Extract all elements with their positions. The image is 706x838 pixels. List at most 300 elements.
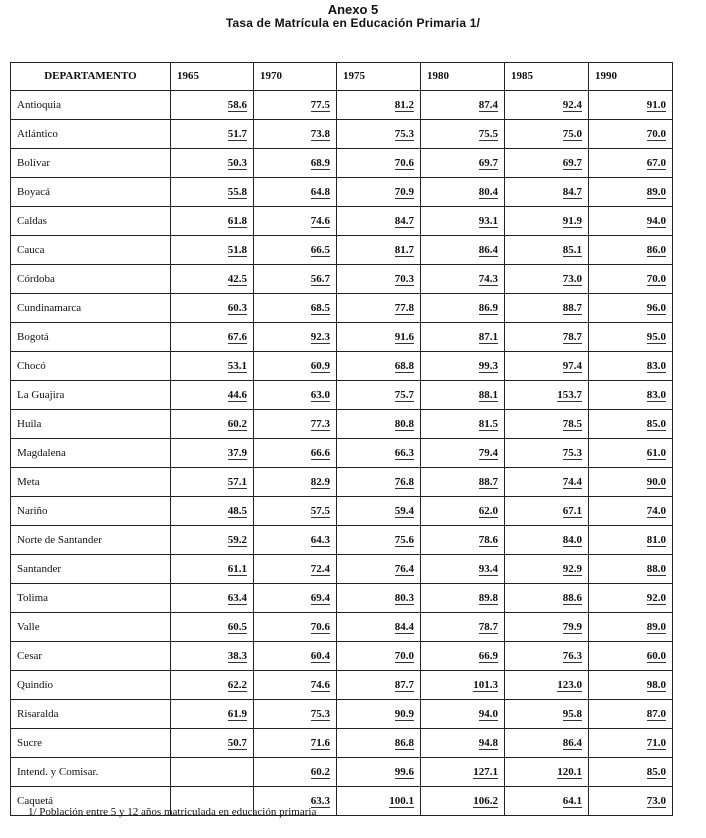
rate-value: 83.0: [646, 360, 666, 372]
table-row: [11, 700, 673, 729]
rate-value: 89.0: [646, 621, 666, 633]
rate-cell: [589, 207, 673, 236]
rate-cell: [505, 671, 589, 700]
rate-value: 90.0: [646, 476, 666, 488]
column-header-year: 1985: [505, 63, 589, 91]
department-cell: Chocó: [11, 352, 171, 381]
rate-value: 70.6: [310, 621, 330, 633]
rate-value: 74.6: [310, 215, 330, 227]
rate-cell: [254, 352, 337, 381]
rate-cell: [589, 381, 673, 410]
rate-cell: [254, 294, 337, 323]
rate-cell: [589, 468, 673, 497]
rate-cell: [171, 294, 254, 323]
rate-cell: [589, 787, 673, 816]
department-cell: Nariño: [11, 497, 171, 526]
department-cell: Santander: [11, 555, 171, 584]
rate-value: 73.8: [310, 128, 330, 140]
annex-label: Anexo 5: [327, 2, 379, 17]
rate-cell: [337, 323, 421, 352]
rate-cell: [505, 236, 589, 265]
rate-value: 77.3: [310, 418, 330, 430]
rate-value: 69.7: [562, 157, 582, 169]
rate-value: 51.7: [227, 128, 247, 140]
rate-cell: [337, 120, 421, 149]
rate-cell: [589, 149, 673, 178]
rate-value: 78.7: [478, 621, 498, 633]
department-cell: Meta: [11, 468, 171, 497]
rate-value: 70.3: [394, 273, 414, 285]
rate-cell: [254, 120, 337, 149]
rate-cell: [254, 439, 337, 468]
rate-value: 63.0: [310, 389, 330, 401]
rate-value: 70.6: [394, 157, 414, 169]
rate-value: 57.5: [310, 505, 330, 517]
department-cell: Cauca: [11, 236, 171, 265]
rate-cell: [505, 468, 589, 497]
rate-cell: [589, 497, 673, 526]
table-row: [11, 149, 673, 178]
department-cell: Bolívar: [11, 149, 171, 178]
rate-value: 66.9: [478, 650, 498, 662]
rate-cell: [254, 729, 337, 758]
rate-cell: [254, 613, 337, 642]
rate-cell: [421, 497, 505, 526]
rate-value: 86.4: [478, 244, 498, 256]
rate-value: 69.7: [478, 157, 498, 169]
rate-cell: [589, 236, 673, 265]
rate-cell: [421, 700, 505, 729]
rate-value: 73.0: [646, 795, 666, 807]
rate-cell: [589, 700, 673, 729]
department-cell: La Guajira: [11, 381, 171, 410]
rate-value: 84.7: [394, 215, 414, 227]
rate-cell: [421, 381, 505, 410]
rate-cell: [337, 758, 421, 787]
rate-cell: [337, 236, 421, 265]
rate-cell: [505, 323, 589, 352]
rate-cell: [505, 758, 589, 787]
rate-value: 84.7: [562, 186, 582, 198]
table-row: [11, 352, 673, 381]
rate-cell: [254, 555, 337, 584]
rate-cell: [337, 497, 421, 526]
table-row: [11, 758, 673, 787]
rate-value: 99.3: [478, 360, 498, 372]
rate-cell: [589, 526, 673, 555]
rate-cell: [421, 323, 505, 352]
rate-cell: [171, 207, 254, 236]
rate-cell: [337, 439, 421, 468]
rate-cell: [254, 758, 337, 787]
rate-cell: [171, 265, 254, 294]
rate-value: 38.3: [227, 650, 247, 662]
rate-cell: [254, 642, 337, 671]
rate-value: 123.0: [557, 679, 582, 691]
rate-cell: [589, 613, 673, 642]
rate-value: 74.0: [646, 505, 666, 517]
rate-cell: [337, 207, 421, 236]
table-row: [11, 584, 673, 613]
rate-cell: [337, 526, 421, 555]
table-body: [11, 91, 673, 816]
rate-value: 86.9: [478, 302, 498, 314]
rate-cell: [171, 526, 254, 555]
rate-cell: [421, 671, 505, 700]
rate-cell: [171, 468, 254, 497]
rate-value: 56.7: [310, 273, 330, 285]
rate-value: 92.9: [562, 563, 582, 575]
rate-value: 62.2: [227, 679, 247, 691]
rate-value: 64.8: [310, 186, 330, 198]
column-header-year: 1965: [171, 63, 254, 91]
rate-cell: [589, 265, 673, 294]
rate-cell: [254, 468, 337, 497]
rate-value: 106.2: [473, 795, 498, 807]
department-cell: Sucre: [11, 729, 171, 758]
rate-value: 80.3: [394, 592, 414, 604]
rate-value: 81.7: [394, 244, 414, 256]
rate-cell: [505, 555, 589, 584]
rate-cell: [589, 555, 673, 584]
rate-cell: [171, 671, 254, 700]
rate-cell: [171, 497, 254, 526]
rate-value: 73.0: [562, 273, 582, 285]
rate-cell: [421, 265, 505, 294]
rate-value: 74.3: [478, 273, 498, 285]
rate-value: 77.8: [394, 302, 414, 314]
column-header-year: 1980: [421, 63, 505, 91]
rate-value: 67.0: [646, 157, 666, 169]
rate-cell: [505, 729, 589, 758]
rate-value: 66.3: [394, 447, 414, 459]
rate-cell: [337, 265, 421, 294]
rate-cell: [171, 120, 254, 149]
rate-value: 70.0: [646, 273, 666, 285]
department-cell: Magdalena: [11, 439, 171, 468]
rate-cell: [505, 584, 589, 613]
rate-value: 72.4: [310, 563, 330, 575]
rate-cell: [421, 584, 505, 613]
rate-cell: [171, 323, 254, 352]
rate-value: 59.2: [227, 534, 247, 546]
table-row: [11, 468, 673, 497]
rate-cell: [254, 584, 337, 613]
rate-value: 63.4: [227, 592, 247, 604]
rate-cell: [171, 178, 254, 207]
rate-cell: [337, 613, 421, 642]
rate-cell: [421, 613, 505, 642]
department-cell: Huila: [11, 410, 171, 439]
rate-value: 88.7: [478, 476, 498, 488]
rate-value: 87.7: [394, 679, 414, 691]
rate-cell: [421, 207, 505, 236]
rate-value: 88.1: [478, 389, 498, 401]
rate-cell: [171, 410, 254, 439]
rate-value: 81.2: [394, 99, 414, 111]
department-cell: Bogotá: [11, 323, 171, 352]
rate-cell: [421, 642, 505, 671]
rate-value: 95.8: [562, 708, 582, 720]
rate-value: 76.8: [394, 476, 414, 488]
rate-cell: [171, 352, 254, 381]
rate-cell: [254, 700, 337, 729]
rate-cell: [505, 613, 589, 642]
table-row: [11, 555, 673, 584]
rate-value: 59.4: [394, 505, 414, 517]
rate-value: 76.3: [562, 650, 582, 662]
rate-value: 62.0: [478, 505, 498, 517]
rate-value: 80.8: [394, 418, 414, 430]
rate-cell: [254, 671, 337, 700]
rate-value: 60.4: [310, 650, 330, 662]
rate-cell: [589, 758, 673, 787]
rate-value: 88.7: [562, 302, 582, 314]
rate-value: 79.4: [478, 447, 498, 459]
rate-value: 60.0: [646, 650, 666, 662]
rate-cell: [171, 700, 254, 729]
rate-cell: [337, 787, 421, 816]
rate-value: 70.0: [394, 650, 414, 662]
rate-cell: [505, 149, 589, 178]
rate-value: 63.3: [310, 795, 330, 807]
rate-value: 71.0: [646, 737, 666, 749]
rate-value: 51.8: [227, 244, 247, 256]
department-cell: Quindío: [11, 671, 171, 700]
rate-value: 78.5: [562, 418, 582, 430]
rate-cell: [421, 526, 505, 555]
rate-value: 96.0: [646, 302, 666, 314]
rate-cell: [337, 671, 421, 700]
department-cell: Tolima: [11, 584, 171, 613]
rate-cell: [589, 671, 673, 700]
table-row: [11, 381, 673, 410]
rate-cell: [254, 236, 337, 265]
rate-value: 86.0: [646, 244, 666, 256]
rate-value: 75.6: [394, 534, 414, 546]
rate-cell: [505, 178, 589, 207]
rate-cell: [254, 497, 337, 526]
table-row: [11, 207, 673, 236]
rate-cell: [254, 178, 337, 207]
rate-value: 91.6: [394, 331, 414, 343]
rate-value: 86.8: [394, 737, 414, 749]
document-title: Tasa de Matrícula en Educación Primaria 1/: [225, 16, 481, 30]
rate-value: 91.9: [562, 215, 582, 227]
rate-value: 75.0: [562, 128, 582, 140]
rate-cell: [505, 410, 589, 439]
rate-cell: [171, 555, 254, 584]
table-row: [11, 497, 673, 526]
rate-cell: [171, 758, 254, 787]
rate-value: 92.0: [646, 592, 666, 604]
rate-value: 88.6: [562, 592, 582, 604]
table-row: [11, 729, 673, 758]
rate-cell: [337, 468, 421, 497]
rate-value: 78.7: [562, 331, 582, 343]
department-cell: Antioquia: [11, 91, 171, 120]
department-cell: Atlántico: [11, 120, 171, 149]
column-header-year: 1970: [254, 63, 337, 91]
rate-value: 67.1: [562, 505, 582, 517]
rate-value: 127.1: [473, 766, 498, 778]
rate-value: 75.3: [394, 128, 414, 140]
table-row: [11, 613, 673, 642]
rate-value: 60.9: [310, 360, 330, 372]
rate-cell: [505, 207, 589, 236]
rate-cell: [421, 236, 505, 265]
rate-value: 84.4: [394, 621, 414, 633]
rate-value: 95.0: [646, 331, 666, 343]
rate-cell: [589, 352, 673, 381]
department-cell: Risaralda: [11, 700, 171, 729]
rate-cell: [589, 120, 673, 149]
table-row: [11, 642, 673, 671]
rate-value: 60.2: [227, 418, 247, 430]
table-row: [11, 410, 673, 439]
rate-cell: [337, 584, 421, 613]
rate-cell: [254, 207, 337, 236]
rate-value: 74.6: [310, 679, 330, 691]
rate-value: 99.6: [394, 766, 414, 778]
rate-value: 85.0: [646, 766, 666, 778]
department-cell: Caldas: [11, 207, 171, 236]
rate-cell: [171, 91, 254, 120]
rate-value: 60.3: [227, 302, 247, 314]
rate-value: 61.1: [227, 563, 247, 575]
rate-cell: [421, 91, 505, 120]
rate-value: 60.5: [227, 621, 247, 633]
rate-value: 75.7: [394, 389, 414, 401]
rate-value: 87.1: [478, 331, 498, 343]
rate-value: 66.5: [310, 244, 330, 256]
rate-cell: [589, 294, 673, 323]
rate-cell: [421, 352, 505, 381]
rate-cell: [589, 91, 673, 120]
rate-cell: [589, 178, 673, 207]
rate-cell: [337, 729, 421, 758]
rate-value: 44.6: [227, 389, 247, 401]
rate-value: 61.8: [227, 215, 247, 227]
rate-cell: [337, 352, 421, 381]
table-row: [11, 323, 673, 352]
rate-cell: [171, 613, 254, 642]
rate-value: 69.4: [310, 592, 330, 604]
rate-value: 84.0: [562, 534, 582, 546]
rate-value: 85.0: [646, 418, 666, 430]
rate-cell: [337, 642, 421, 671]
rate-value: 83.0: [646, 389, 666, 401]
rate-value: 50.3: [227, 157, 247, 169]
rate-value: 78.6: [478, 534, 498, 546]
rate-value: 91.0: [646, 99, 666, 111]
rate-value: 42.5: [227, 273, 247, 285]
rate-value: 153.7: [557, 389, 582, 401]
rate-value: 76.4: [394, 563, 414, 575]
rate-value: 74.4: [562, 476, 582, 488]
rate-cell: [421, 758, 505, 787]
rate-cell: [505, 91, 589, 120]
rate-value: 79.9: [562, 621, 582, 633]
rate-value: 68.5: [310, 302, 330, 314]
rate-value: 68.9: [310, 157, 330, 169]
rate-value: 93.1: [478, 215, 498, 227]
department-cell: Caquetá: [11, 787, 171, 816]
rate-value: 70.9: [394, 186, 414, 198]
rate-cell: [589, 439, 673, 468]
rate-cell: [171, 149, 254, 178]
rate-cell: [171, 236, 254, 265]
rate-cell: [421, 729, 505, 758]
rate-cell: [254, 526, 337, 555]
rate-cell: [254, 410, 337, 439]
rate-cell: [337, 178, 421, 207]
rate-value: 80.4: [478, 186, 498, 198]
rate-value: 92.3: [310, 331, 330, 343]
table-row: [11, 178, 673, 207]
rate-cell: [505, 265, 589, 294]
department-cell: Cundinamarca: [11, 294, 171, 323]
enrollment-table: [10, 62, 673, 816]
rate-value: 120.1: [557, 766, 582, 778]
rate-cell: [337, 91, 421, 120]
rate-value: 57.1: [227, 476, 247, 488]
rate-cell: [589, 410, 673, 439]
rate-value: 94.8: [478, 737, 498, 749]
rate-value: 67.6: [227, 331, 247, 343]
rate-value: 64.1: [562, 795, 582, 807]
rate-cell: [171, 381, 254, 410]
rate-value: 85.1: [562, 244, 582, 256]
rate-cell: [589, 584, 673, 613]
rate-value: 61.0: [646, 447, 666, 459]
rate-value: 89.0: [646, 186, 666, 198]
rate-value: 101.3: [473, 679, 498, 691]
rate-cell: [337, 381, 421, 410]
rate-value: 61.9: [227, 708, 247, 720]
department-cell: Cesar: [11, 642, 171, 671]
rate-value: 71.6: [310, 737, 330, 749]
rate-cell: [505, 497, 589, 526]
column-header-departamento: DEPARTAMENTO: [11, 63, 171, 91]
column-header-year: 1975: [337, 63, 421, 91]
rate-value: 55.8: [227, 186, 247, 198]
rate-value: 100.1: [389, 795, 414, 807]
rate-cell: [421, 555, 505, 584]
rate-cell: [421, 120, 505, 149]
table-row: [11, 91, 673, 120]
rate-value: 50.7: [227, 737, 247, 749]
rate-value: 77.5: [310, 99, 330, 111]
rate-value: 93.4: [478, 563, 498, 575]
department-cell: Boyacá: [11, 178, 171, 207]
rate-cell: [254, 265, 337, 294]
rate-cell: [589, 729, 673, 758]
rate-cell: [505, 700, 589, 729]
rate-cell: [421, 787, 505, 816]
rate-cell: [337, 149, 421, 178]
rate-cell: [337, 700, 421, 729]
column-header-year: 1990: [589, 63, 673, 91]
rate-value: 37.9: [227, 447, 247, 459]
rate-cell: [171, 729, 254, 758]
rate-cell: [505, 439, 589, 468]
rate-value: 68.8: [394, 360, 414, 372]
rate-cell: [337, 294, 421, 323]
table-row: [11, 236, 673, 265]
table-row: [11, 526, 673, 555]
department-cell: Intend. y Comisar.: [11, 758, 171, 787]
